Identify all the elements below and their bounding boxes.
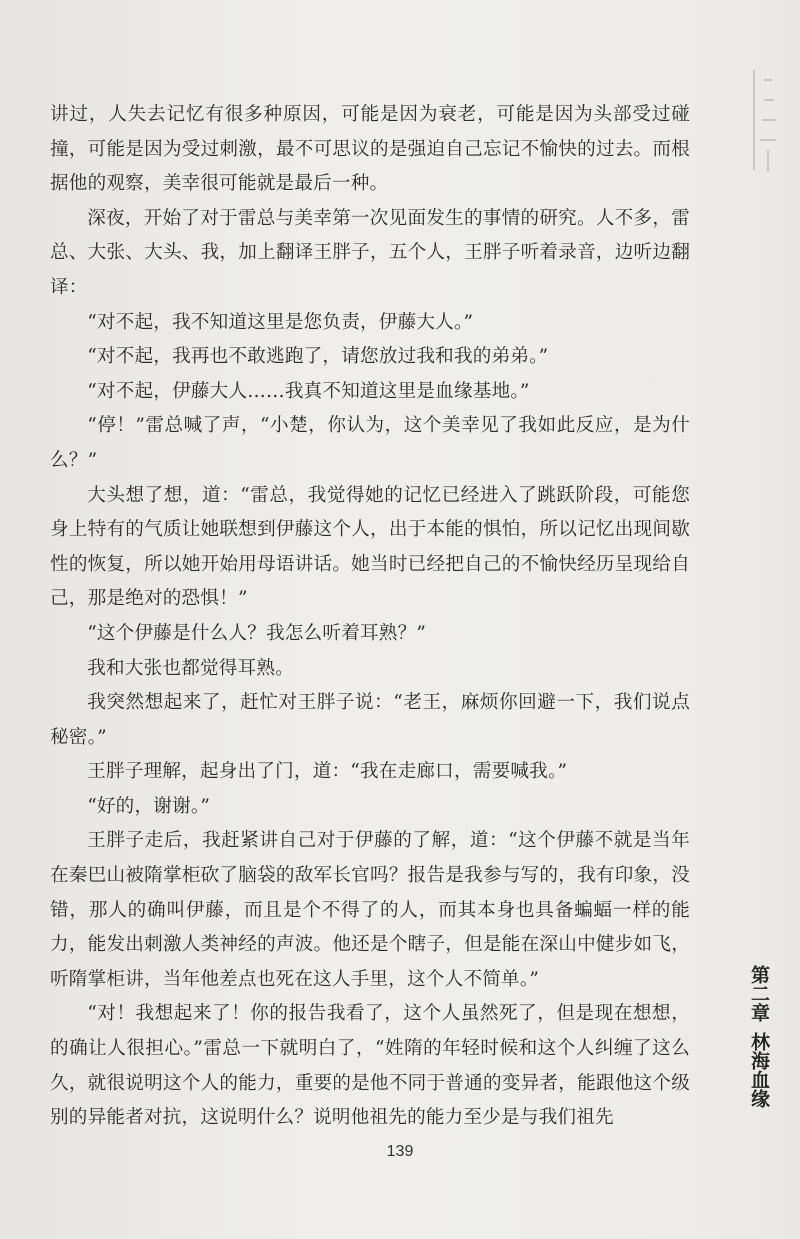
paragraph: “好的，谢谢。” bbox=[87, 795, 211, 817]
paragraph: 大头想了想，道：“雷总，我觉得她的记忆已经进入了跳跃阶段，可能您身上特有的气质让她联想到伊藤这个人，出于本能的惧怕，所以记忆出现间歇性的恢复，所以她开始用母语讲话。她当时已经把自己的不愉快经历呈现给自己，那是绝对的恐惧！” bbox=[50, 484, 690, 610]
paragraph: 王胖子理解，起身出了门，道：“我在走廊口，需要喊我。” bbox=[87, 761, 568, 783]
running-head-chapter: 第二章 bbox=[748, 965, 770, 1022]
paragraph: 王胖子走后，我赶紧讲自己对于伊藤的了解，道：“这个伊藤不就是当年在秦巴山被隋掌柜砍了脑袋的敌军长官吗？报告是我参与写的，我有印象，没错，那人的确叫伊藤，而且是个不得了的人，而其本身也具备蝙蝠一样的能力，能发出刺激人类神经的声波。他还是个瞎子，但是能在深山中健步如飞，听隋掌柜讲，当年他差点也死在这人手里，这个人不简单。” bbox=[50, 830, 690, 990]
paragraph: “这个伊藤是什么人？我怎么听着耳熟？” bbox=[87, 622, 427, 644]
paragraph: “对！我想起来了！你的报告我看了，这个人虽然死了，但是现在想想，的确让人很担心。”雷总一下就明白了，“姓隋的年轻时候和这个人纠缠了这么久，就很说明这个人的能力，重要的是他不同于普通的变异者，能跟他这个级别的异能者对抗，这说明什么？说明他祖先的能力至少是与我们祖先 bbox=[50, 1003, 690, 1129]
paragraph: 深夜，开始了对于雷总与美幸第一次见面发生的事情的研究。人不多，雷总、大张、大头、我，加上翻译王胖子，五个人，王胖子听着录音，边听边翻译： bbox=[50, 207, 690, 298]
paragraph: “对不起，我不知道这里是您负责，伊藤大人。” bbox=[87, 311, 474, 333]
running-head bbox=[737, 965, 781, 1108]
paragraph: “对不起，伊藤大人……我真不知道这里是血缘基地。” bbox=[87, 380, 530, 402]
running-head-title: 林海血缘 bbox=[748, 1032, 770, 1108]
paragraph: 我突然想起来了，赶忙对王胖子说：“老王，麻烦你回避一下，我们说点秘密。” bbox=[50, 692, 690, 748]
body-text bbox=[50, 98, 690, 1136]
paragraph: “停！”雷总喊了声，“小楚，你认为，这个美幸见了我如此反应，是为什么？” bbox=[50, 415, 690, 471]
paragraph: “对不起，我再也不敢逃跑了，请您放过我和我的弟弟。” bbox=[87, 346, 549, 368]
page-number: 139 bbox=[386, 1143, 414, 1160]
paragraph: 讲过，人失去记忆有很多种原因，可能是因为衰老，可能是因为头部受过碰撞，可能是因为受过刺激，最不可思议的是强迫自己忘记不愉快的过去。而根据他的观察，美幸很可能就是最后一种。 bbox=[50, 104, 690, 195]
decorative-watermark-icon bbox=[742, 60, 782, 180]
paragraph: 我和大张也都觉得耳熟。 bbox=[87, 657, 294, 679]
